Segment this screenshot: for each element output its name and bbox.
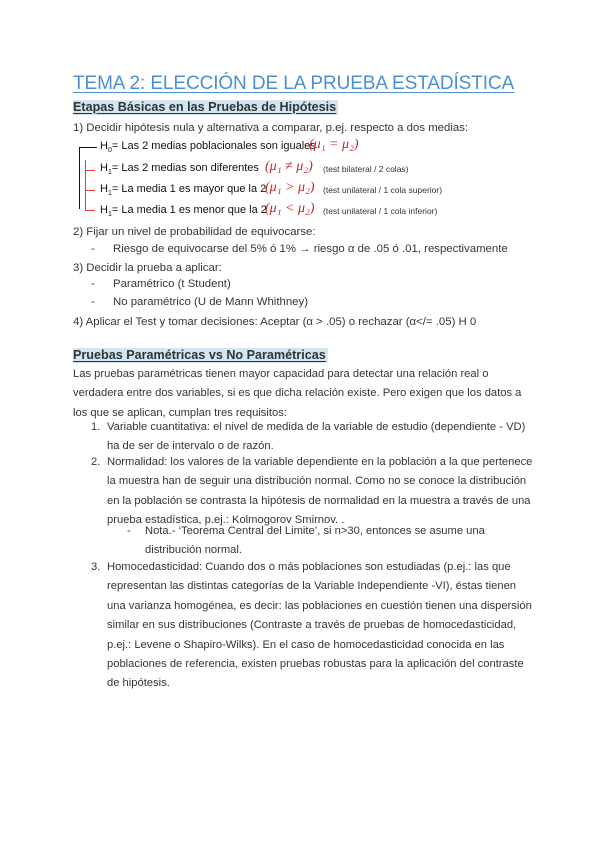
formula-h0: (μ₁ = μ₂) [309,137,359,152]
dash-marker: - [127,525,131,537]
bracket-top [79,147,97,148]
hypothesis-h1-menor: $H_1= La$ media 1 es menor que la 2 [100,204,267,219]
formula-h1-mayor: (μ₁ > μ₂) [265,180,315,195]
page-title: TEMA 2: ELECCIÓN DE LA PRUEBA ESTADÍSTICA [73,73,515,94]
list-number: 3. [91,561,101,573]
red-tick-2 [85,190,95,191]
hypothesis-h1-diferentes: $H_1=$ Las 2 medias son diferentes [100,162,259,177]
hypothesis-h0: $H_0=$ Las 2 medias poblacionales son iguales [100,140,316,155]
section-2-intro: Las pruebas paramétricas tienen mayor capacidad para detectar una relación real o verdadera entre dos variables, si es que dicha relación existe. Pero exigen que los datos a los que se aplican, cumplan tres requisitos: [73,368,522,419]
step-4: 4) Aplicar el Test y tomar decisiones: Aceptar (α > .05) o rechazar (α</= .05) H 0 [73,316,477,328]
step-3-item-parametrico: Paramétrico (t Student) [113,278,231,290]
requirement-2: Normalidad: los valores de la variable dependiente en la población a la que pertenece la muestra han de seguir una distribución normal. Como no se conoce la distribución en la población se contrasta la hipótesis de normalidad en la muestra a través de una prueba estadística, p.ej.: Kolmogorov Smirnov. . [107,456,533,527]
step-2-item: Riesgo de equivocarse del 5% ó 1% → riesgo α de .05 ó .01, respectivamente [113,243,508,255]
step-3-item-no-parametrico: No paramétrico (U de Mann Whithney) [113,296,308,308]
red-tick-3 [85,210,95,211]
formula-h1-menor: (μ₁ < μ₂) [265,201,315,216]
step-1: 1) Decidir hipótesis nula y alternativa a comparar, p.ej. respecto a dos medias: [73,122,469,134]
requirement-2-note: Nota.- ‘Teorema Central del Limite’, si n>30, entonces se asume una distribución normal. [145,525,485,557]
hypothesis-h1-mayor: $H_1= La$ media 1 es mayor que la 2 [100,183,267,198]
requirement-3: Homocedasticidad: Cuando dos o más poblaciones son estudiadas (p.ej.: las que representan las distintas categorías de la Variable Independiente -VI), éstas tienen una varianza homogénea, es decir: las poblaciones en cuestión tienen una dispersión similar en sus distribuciones (Contraste a través de pruebas de homocedasticidad, p.ej.: Levene o Shapiro-Wilks). En el caso de homocedasticidad conocida en las poblaciones de referencia, existen pruebas robustas para la aplicación del contraste de hipótesis. [107,561,532,690]
requirement-1: Variable cuantitativa: el nivel de medida de la variable de estudio (dependiente - VD) ha de ser de intervalo o de razón. [107,421,526,453]
red-tick-1 [85,170,95,171]
list-number: 2. [91,456,101,468]
dash-marker: - [91,278,95,290]
step-3: 3) Decidir la prueba a aplicar: [73,262,222,274]
note-superior: (test unilateral / 1 cola superior) [323,185,443,195]
bracket-vertical [79,147,80,209]
dash-marker: - [91,243,95,255]
section-heading-pruebas: Pruebas Paramétricas vs No Paramétricas [73,348,326,362]
dash-marker: - [91,296,95,308]
note-bilateral: (test bilateral / 2 colas) [323,164,409,174]
note-inferior: (test unilateral / 1 cola inferior) [323,206,438,216]
section-heading-etapas: Etapas Básicas en las Pruebas de Hipótesis [73,100,337,114]
formula-h1-bilateral: (μ₁ ≠ μ₂) [265,159,313,174]
list-number: 1. [91,421,101,433]
red-connector [85,160,86,210]
step-2: 2) Fijar un nivel de probabilidad de equivocarse: [73,226,316,238]
